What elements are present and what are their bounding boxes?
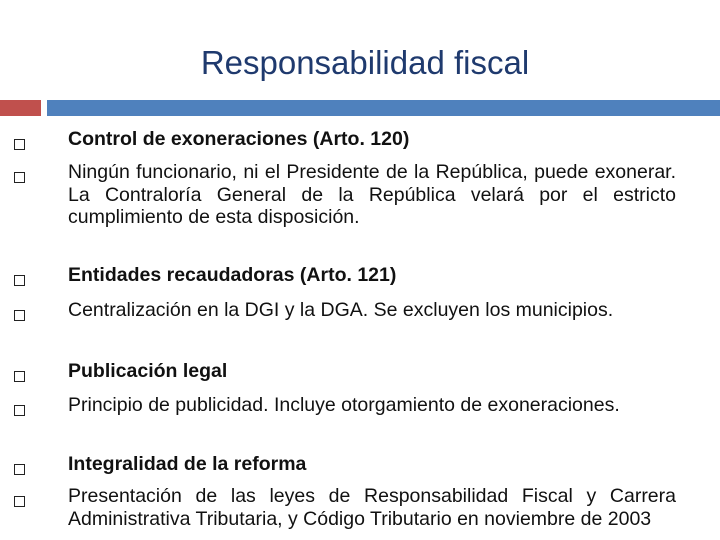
square-bullet-icon [14, 275, 25, 286]
title-rule-red [0, 100, 41, 116]
bullet-text: Presentación de las leyes de Responsabilidad Fiscal y Carrera Administrativa Tributaria, y Código Tributario en noviembre de 2003 [68, 485, 676, 530]
bullet-text: Ningún funcionario, ni el Presidente de la República, puede exonerar. La Contraloría General de la República velará por el estricto cumplimiento de esta disposición. [68, 161, 676, 228]
square-bullet-icon [14, 172, 25, 183]
bullet-text: Centralización en la DGI y la DGA. Se excluyen los municipios. [68, 299, 614, 321]
title-rule-blue [47, 100, 720, 116]
bullet-text: Integralidad de la reforma [68, 453, 307, 475]
square-bullet-icon [14, 464, 25, 475]
bullet-text: Principio de publicidad. Incluye otorgamiento de exoneraciones. [68, 394, 620, 416]
bullet-text: Entidades recaudadoras (Arto. 121) [68, 264, 397, 286]
square-bullet-icon [14, 496, 25, 507]
square-bullet-icon [14, 310, 25, 321]
bullet-text: Control de exoneraciones (Arto. 120) [68, 128, 410, 150]
square-bullet-icon [14, 405, 25, 416]
square-bullet-icon [14, 371, 25, 382]
square-bullet-icon [14, 139, 25, 150]
bullet-text: Publicación legal [68, 360, 228, 382]
slide-title: Responsabilidad fiscal [200, 44, 530, 81]
